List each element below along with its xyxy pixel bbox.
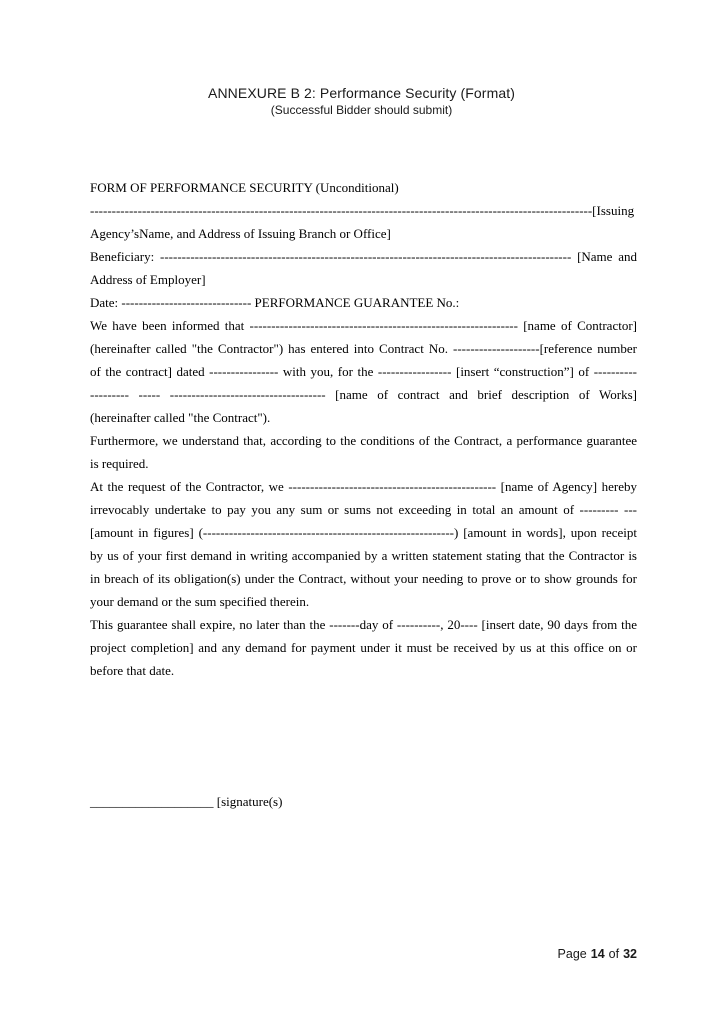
text-line: --------------------------------------------------------------------------------------------------------------------[Issuing (90, 203, 635, 218)
text-line: Beneficiary: ----------------------------------------------------------------------------------------------- [Name and (90, 249, 637, 264)
text-line: Date: ------------------------------ PERFORMANCE GUARANTEE No.: (90, 295, 460, 310)
footer-page-label: Page (557, 947, 587, 961)
text-line: Address of Employer] (90, 272, 206, 287)
text-line: At the request of the Contractor, we ------------------------------------------------ [name of Agency] hereby (90, 479, 637, 494)
text-line: before that date. (90, 663, 175, 678)
footer-page-total: 32 (623, 947, 637, 961)
page-footer (558, 946, 637, 963)
annexure-title: ANNEXURE B 2: Performance Security (Format) (208, 85, 515, 101)
text-line: This guarantee shall expire, no later than the -------day of ----------, 20---- [insert date, 90 days from the (90, 617, 637, 632)
text-line: irrevocably undertake to pay you any sum or sums not exceeding in total an amount of --------- --- (90, 502, 637, 517)
form-heading: FORM OF PERFORMANCE SECURITY (Unconditional) (90, 180, 399, 195)
text-line: [amount in figures] (----------------------------------------------------------) [amount in words], upon receipt (90, 525, 637, 540)
text-line: of the contract] dated ---------------- with you, for the ----------------- [insert “construction”] of ---------- (90, 364, 637, 379)
text-line: (hereinafter called "the Contractor") has entered into Contract No. --------------------[reference number (90, 341, 637, 356)
document-header (0, 0, 723, 118)
text-line: (hereinafter called "the Contract"). (90, 410, 271, 425)
text-line: your demand or the sum specified therein. (90, 594, 310, 609)
annexure-subtitle: (Successful Bidder should submit) (270, 103, 453, 117)
footer-page-of: of (608, 947, 620, 961)
text-line: --------- ----- ------------------------------------ [name of contract and brief description of Works] (90, 387, 637, 402)
text-line: Agency’sName, and Address of Issuing Branch or Office] (90, 226, 391, 241)
signature-line: ___________________ [signature(s) (90, 794, 283, 809)
text-line: in breach of its obligation(s) under the Contract, without your needing to prove or to show grounds for (90, 571, 637, 586)
document-body (90, 176, 637, 682)
text-line: We have been informed that -------------------------------------------------------------- [name of Contractor] (90, 318, 637, 333)
body-lines (90, 199, 637, 682)
footer-page-current: 14 (590, 947, 605, 961)
text-line: project completion] and any demand for payment under it must be received by us at this office on or (90, 640, 637, 655)
text-line: is required. (90, 456, 149, 471)
text-line: by us of your first demand in writing accompanied by a written statement stating that the Contractor is (90, 548, 637, 563)
text-line: Furthermore, we understand that, according to the conditions of the Contract, a performance guarantee (90, 433, 637, 448)
